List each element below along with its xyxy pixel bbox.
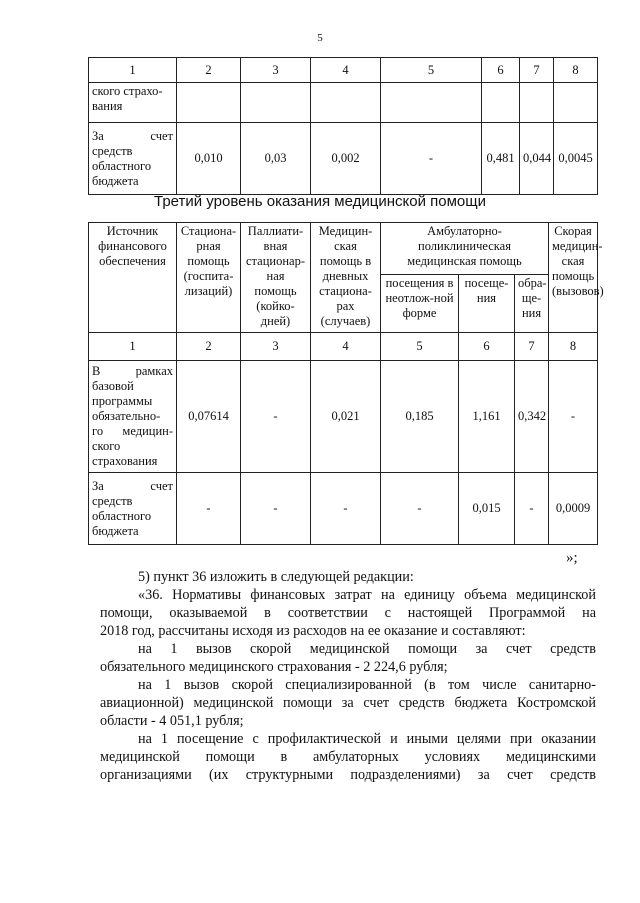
cell: - — [381, 473, 459, 545]
cell: 0,0009 — [549, 473, 598, 545]
col-number: 4 — [311, 58, 381, 83]
header-row — [89, 223, 598, 275]
col-number: 4 — [311, 333, 381, 361]
paragraph — [100, 640, 596, 676]
label-line: ского страхо- — [92, 84, 163, 98]
cell — [177, 83, 241, 123]
text-line: на 1 вызов скорой медицинской помощи за счет средств — [138, 641, 596, 657]
cell: - — [381, 123, 482, 195]
label-line: го медицин- — [92, 424, 173, 438]
header-day-hospital: Медицин-ская помощь в дневных стациона-рах (случаев) — [311, 223, 381, 333]
header-appeals: обра-ще-ния — [515, 275, 549, 333]
label-line: областного — [92, 158, 152, 173]
label-line: программы — [92, 394, 153, 408]
cell: 0,03 — [241, 123, 311, 195]
cell: 0,481 — [482, 123, 520, 195]
label-line: За счет — [92, 478, 173, 493]
table-continuation — [88, 57, 598, 195]
cell: 0,021 — [311, 361, 381, 473]
cell — [381, 83, 482, 123]
header-emergency-visits: посещения в неотлож-ной форме — [381, 275, 459, 333]
label-line: бюджета — [92, 523, 139, 538]
label-line: страхования — [92, 454, 158, 468]
cell: 0,015 — [459, 473, 515, 545]
col-number: 2 — [177, 58, 241, 83]
cell: - — [311, 473, 381, 545]
label-line: бюджета — [92, 173, 139, 188]
col-number: 5 — [381, 333, 459, 361]
cell: 0,342 — [515, 361, 549, 473]
header-ambulatory: Амбулаторно-поликлиническая медицинская помощь — [381, 223, 549, 275]
paragraph — [100, 586, 596, 640]
label-line: средств — [92, 143, 133, 158]
cell: 1,161 — [459, 361, 515, 473]
col-number: 1 — [89, 333, 177, 361]
row-label — [89, 473, 177, 545]
label-line: областного — [92, 508, 152, 523]
text-line: на 1 посещение с профилактической и иными целями при оказании — [138, 731, 596, 747]
cell: - — [241, 473, 311, 545]
text-line: области - 4 051,1 рубля; — [100, 713, 244, 729]
cell: 0,185 — [381, 361, 459, 473]
cell — [311, 83, 381, 123]
table-third-level — [88, 222, 604, 545]
header-ambulance: Скорая медицин-ская помощь (вызовов) — [549, 223, 598, 333]
table-row — [89, 473, 598, 545]
label-line: В рамках — [92, 364, 173, 378]
col-number: 3 — [241, 333, 311, 361]
row-label — [89, 123, 177, 195]
cell: 0,044 — [520, 123, 554, 195]
cell: - — [241, 361, 311, 473]
col-number: 3 — [241, 58, 311, 83]
text-line: обязательного медицинского страхования - 2 224,6 рубля; — [100, 659, 448, 675]
col-number: 8 — [549, 333, 598, 361]
col-number: 7 — [515, 333, 549, 361]
paragraph: 5) пункт 36 изложить в следующей редакции: — [138, 569, 414, 585]
cell — [482, 83, 520, 123]
cell: - — [549, 361, 598, 473]
cell: - — [515, 473, 549, 545]
col-number: 5 — [381, 58, 482, 83]
col-number: 1 — [89, 58, 177, 83]
text-line: авиационной) медицинской помощи за счет средств бюджета Костромской — [100, 695, 596, 711]
column-numbers-row — [89, 58, 598, 83]
header-inpatient: Стациона-рная помощь (госпита-лизаций) — [177, 223, 241, 333]
cell: 0,002 — [311, 123, 381, 195]
col-number: 2 — [177, 333, 241, 361]
col-number: 6 — [459, 333, 515, 361]
cell: - — [177, 473, 241, 545]
text-line: помощи, оказываемой в соответствии с настоящей Программой на — [100, 605, 596, 621]
page-number: 5 — [317, 32, 323, 44]
cell: 0,07614 — [177, 361, 241, 473]
column-numbers-row — [89, 333, 598, 361]
text-line: «36. Нормативы финансовых затрат на единицу объема медицинской — [138, 587, 596, 603]
table-row — [89, 83, 598, 123]
label-line: обязательно- — [92, 409, 161, 423]
cell — [241, 83, 311, 123]
text-line: организациями (их структурными подразделениями) за счет средств — [100, 767, 596, 783]
header-source: Источник финансового обеспечения — [89, 223, 177, 333]
header-visits: посеще-ния — [459, 275, 515, 333]
quote-end: »; — [566, 550, 578, 566]
cell: 0,010 — [177, 123, 241, 195]
table-row — [89, 361, 598, 473]
cell: 0,0045 — [554, 123, 598, 195]
paragraph — [100, 730, 596, 784]
label-line: вания — [92, 99, 123, 113]
cell — [554, 83, 598, 123]
label-line: базовой — [92, 379, 134, 393]
section-title: Третий уровень оказания медицинской помощи — [154, 193, 486, 210]
label-line: ского — [92, 439, 121, 453]
label-line: За счет — [92, 128, 173, 143]
table-row — [89, 123, 598, 195]
label-line: средств — [92, 493, 133, 508]
text-line: на 1 вызов скорой специализированной (в том числе санитарно- — [138, 677, 596, 693]
text-line: медицинской помощи в амбулаторных условиях медицинскими — [100, 749, 596, 765]
row-label — [89, 83, 177, 123]
col-number: 6 — [482, 58, 520, 83]
cell — [520, 83, 554, 123]
header-palliative: Паллиати-вная стационар-ная помощь (койко-дней) — [241, 223, 311, 333]
col-number: 7 — [520, 58, 554, 83]
text-line: 2018 год, рассчитаны исходя из расходов на ее оказание и составляют: — [100, 623, 526, 639]
paragraph — [100, 676, 596, 730]
body-text — [100, 568, 596, 784]
row-label — [89, 361, 177, 473]
col-number: 8 — [554, 58, 598, 83]
